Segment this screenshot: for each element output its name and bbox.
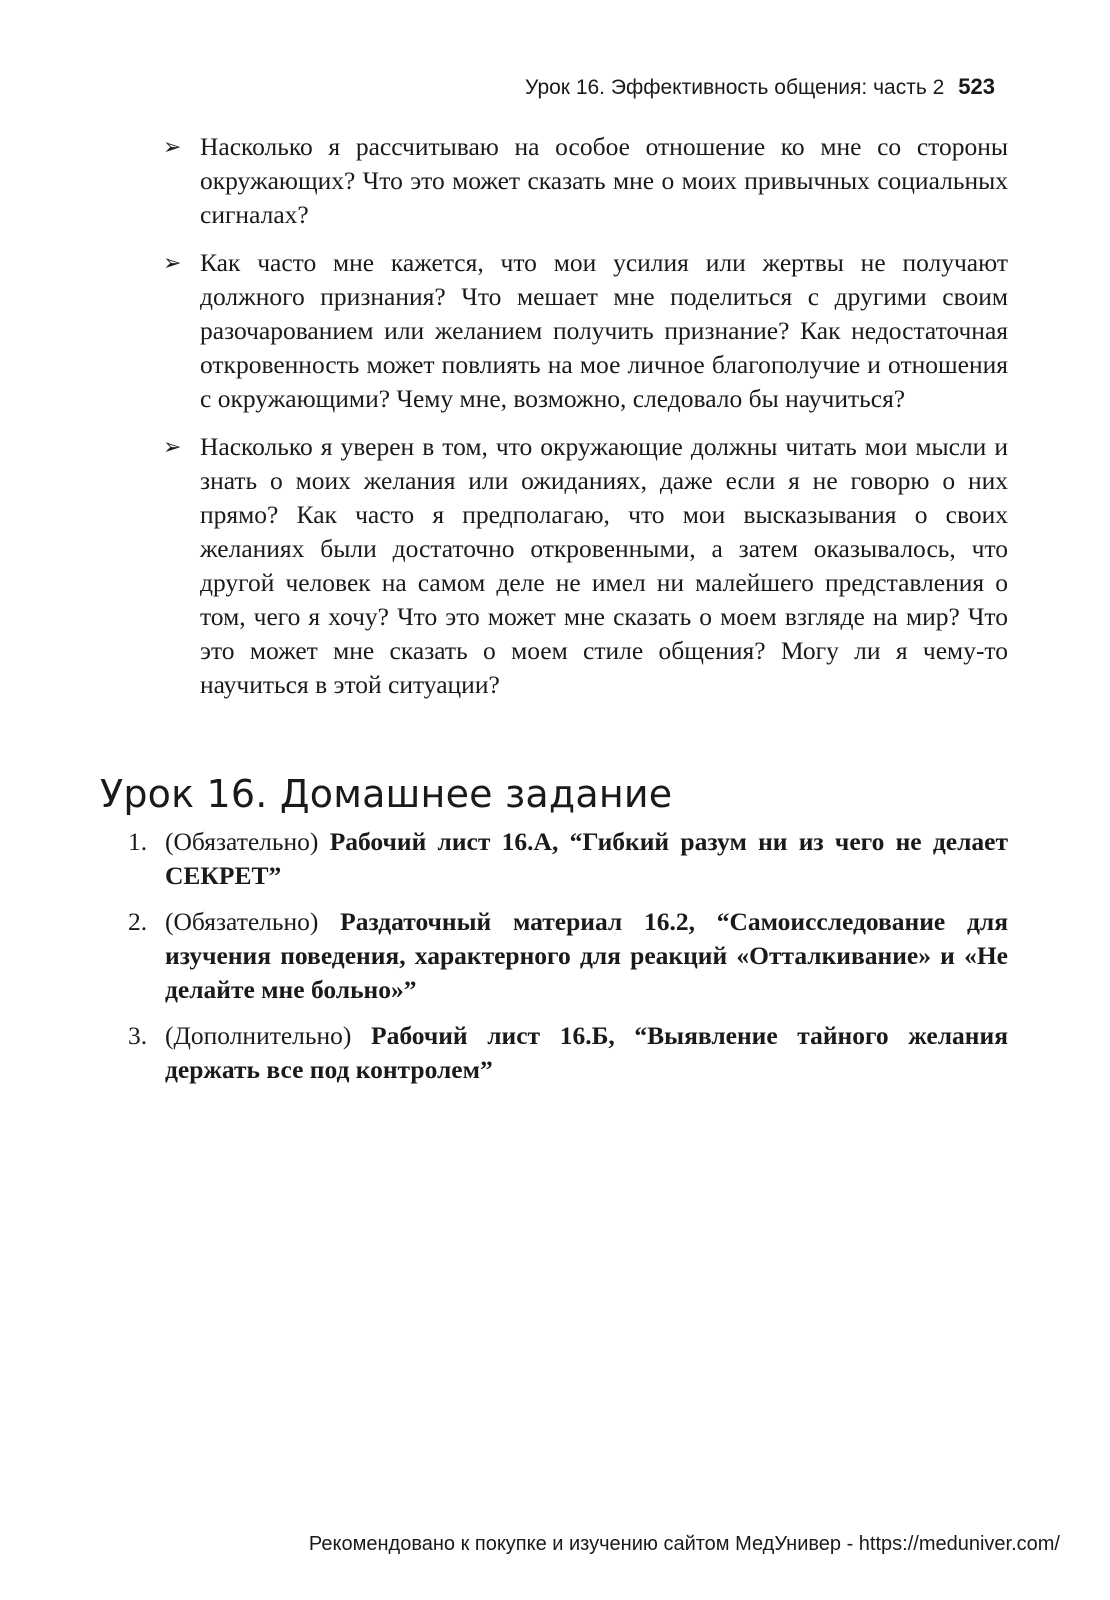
section-heading: Урок 16. Домашнее задание bbox=[100, 772, 673, 816]
item-prefix: (Обязательно) bbox=[165, 827, 330, 856]
page-number: 523 bbox=[958, 74, 995, 99]
item-prefix: (Обязательно) bbox=[165, 907, 341, 936]
homework-item bbox=[128, 1019, 1008, 1087]
arrow-bullet-icon: ➢ bbox=[163, 134, 182, 159]
list-item-text: Как часто мне кажется, что мои усилия или жертвы не получают должного признания? Что мешает мне поделиться с другими своим разочарованием или желанием получить признание? Как недостаточная откровенность может повлиять на мое личное благополучие и отношения с окружающими? Чему мне, возможно, следовало бы научиться? bbox=[200, 248, 1008, 413]
item-number: 2. bbox=[128, 907, 148, 936]
item-number: 3. bbox=[128, 1021, 148, 1050]
running-title: Урок 16. Эффективность общения: часть 2 bbox=[525, 76, 945, 99]
list-item-text: Насколько я уверен в том, что окружающие должны читать мои мысли и знать о моих желания или ожиданиях, даже если я не говорю о них прямо? Как часто я предполагаю, что мои высказывания о своих желаниях были достаточно откровенными, а затем оказывалось, что другой человек на самом деле не имел ни малейшего представления о том, чего я хочу? Что это может мне сказать о моем взгляде на мир? Что это может мне сказать о моем стиле общения? Могу ли я чему-то научиться в этой ситуации? bbox=[200, 432, 1008, 699]
list-item bbox=[163, 430, 1008, 702]
footer-note: Рекомендовано к покупке и изучению сайтом МедУнивер - https://meduniver.com/ bbox=[308, 1533, 1060, 1555]
item-title: Рабочий лист 16.А, “Гибкий разум ни из чего не делает СЕКРЕТ” bbox=[165, 827, 1008, 890]
homework-item bbox=[128, 825, 1008, 893]
item-title: Рабочий лист 16.Б, “Выявление тайного желания держать все под контролем” bbox=[165, 1021, 1008, 1084]
running-header bbox=[525, 74, 995, 100]
arrow-bullet-icon: ➢ bbox=[163, 434, 182, 459]
item-title: Раздаточный материал 16.2, “Самоисследование для изучения поведения, характерного для реакций «Отталкивание» и «Не делайте мне больно»” bbox=[165, 907, 1008, 1004]
homework-item bbox=[128, 905, 1008, 1007]
item-prefix: (Дополнительно) bbox=[165, 1021, 372, 1050]
homework-list bbox=[128, 825, 1008, 1099]
arrow-bullet-icon: ➢ bbox=[163, 250, 182, 275]
item-number: 1. bbox=[128, 827, 148, 856]
list-item bbox=[163, 130, 1008, 232]
list-item bbox=[163, 246, 1008, 416]
question-list bbox=[163, 130, 1008, 716]
list-item-text: Насколько я рассчитываю на особое отношение ко мне со стороны окружающих? Что это может сказать мне о моих привычных социальных сигналах? bbox=[200, 132, 1008, 229]
